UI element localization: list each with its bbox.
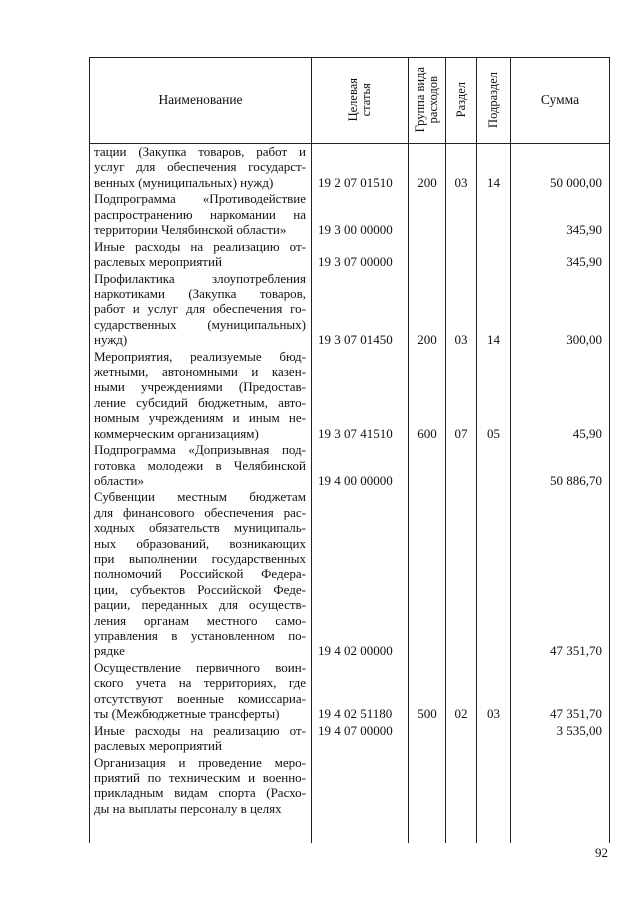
row-name-line: венных (муниципальных) нужд)	[94, 174, 274, 190]
table-col-divider	[311, 57, 312, 843]
row-name	[94, 144, 306, 190]
row-name	[94, 755, 306, 817]
row-subsection: 05	[487, 425, 500, 441]
row-name-line: раслевых мероприятий	[94, 254, 222, 269]
row-sum: 300,00	[566, 332, 602, 348]
header-expense-group: Группа вида расходов	[413, 67, 440, 133]
row-sum: 345,90	[566, 253, 602, 269]
row-name-line: Профилактика злоупотребления	[94, 270, 306, 286]
row-name-line: коммерческим организациям)	[94, 425, 259, 441]
row-name-line: ных образований, возникающих	[94, 535, 306, 551]
row-name-line: Подпрограмма «Допризывная под-	[94, 442, 306, 458]
row-expense-group: 200	[417, 174, 437, 190]
row-sum: 3 535,00	[556, 722, 602, 738]
row-target-article: 19 2 07 01510	[318, 174, 393, 190]
row-name-line: области»	[94, 472, 144, 488]
row-name-line: распространению наркомании на	[94, 206, 306, 222]
header-name: Наименование	[158, 92, 243, 107]
row-name-line: Осуществление первичного воин-	[94, 659, 306, 675]
row-name	[94, 660, 306, 722]
table-border-right	[609, 57, 610, 843]
row-name-line: рации, переданных для осуществ-	[94, 597, 306, 613]
row-name-line: ды на выплаты персоналу в целях	[94, 800, 282, 816]
row-name	[94, 489, 306, 658]
row-name-line: ты (Межбюджетные трансферты)	[94, 706, 280, 722]
row-name	[94, 191, 306, 237]
row-section: 02	[454, 706, 468, 722]
row-target-article: 19 4 00 00000	[318, 472, 393, 488]
row-subsection: 14	[487, 332, 500, 348]
row-name-line: Подпрограмма «Противодействие	[94, 191, 306, 207]
row-target-article: 19 3 00 00000	[318, 222, 393, 238]
row-name	[94, 239, 306, 270]
row-name-line: ского учета на территориях, где	[94, 675, 306, 691]
row-sum: 47 351,70	[550, 643, 602, 659]
row-sum: 47 351,70	[550, 706, 602, 722]
row-target-article: 19 4 07 00000	[318, 722, 393, 738]
row-name-line: Мероприятия, реализуемые бюд-	[94, 348, 306, 364]
table-col-divider	[510, 57, 511, 843]
row-name-line: раслевых мероприятий	[94, 738, 222, 753]
row-name-line: номным учреждениям и иным не-	[94, 410, 306, 426]
row-name	[94, 723, 306, 754]
row-subsection: 03	[487, 706, 500, 722]
row-target-article: 19 4 02 51180	[318, 706, 393, 722]
row-target-article: 19 3 07 41510	[318, 425, 393, 441]
row-name-line: ными учреждениями (Предостав-	[94, 379, 306, 395]
row-name-line: Организация и проведение меро-	[94, 754, 306, 770]
row-name-line: сударственных (муниципальных)	[94, 316, 306, 332]
row-name-line: рядке	[94, 643, 125, 659]
row-name-line: приятий по техническим и военно-	[94, 769, 306, 785]
row-target-article: 19 3 07 00000	[318, 253, 393, 269]
row-name-line: ходных обязательств муниципаль-	[94, 520, 306, 536]
header-sum: Сумма	[540, 92, 580, 107]
row-section: 03	[454, 174, 468, 190]
header-section: Раздел	[453, 82, 468, 118]
row-name	[94, 349, 306, 441]
row-name-line: нужд)	[94, 332, 128, 348]
row-name-line: тации (Закупка товаров, работ и	[94, 144, 306, 159]
table-border-left	[89, 57, 90, 843]
row-name-line: наркотиками (Закупка товаров,	[94, 285, 306, 301]
row-name-line: ции, субъектов Российской Феде-	[94, 581, 306, 597]
page-number: 92	[595, 845, 608, 860]
row-target-article: 19 3 07 01450	[318, 332, 393, 348]
row-sum: 50 886,70	[550, 472, 602, 488]
row-target-article: 19 4 02 00000	[318, 643, 393, 659]
row-name	[94, 271, 306, 348]
row-section: 03	[454, 332, 468, 348]
row-name-line: Иные расходы на реализацию от-	[94, 722, 306, 738]
row-name-line: прикладным видам спорта (Расхо-	[94, 785, 306, 801]
row-name-line: работ и услуг для обеспечения го-	[94, 301, 306, 317]
row-name-line: территории Челябинской области»	[94, 222, 287, 238]
row-name-line: полномочий Российской Федера-	[94, 566, 306, 582]
row-name-line: Субвенции местным бюджетам	[94, 489, 306, 505]
row-expense-group: 200	[417, 332, 437, 348]
row-expense-group: 600	[417, 425, 437, 441]
row-subsection: 14	[487, 174, 500, 190]
row-name-line: отсутствуют военные комиссариа-	[94, 690, 306, 706]
header-subsection: Подраздел	[486, 72, 500, 128]
row-name-line: ление субсидий бюджетным, авто-	[94, 394, 306, 410]
row-name-line: услуг для обеспечения государст-	[94, 159, 306, 175]
row-name-line: для финансового обеспечения рас-	[94, 504, 306, 520]
row-sum: 345,90	[566, 222, 602, 238]
row-name-line: готовка молодежи в Челябинской	[94, 457, 306, 473]
row-name-line: управления в установленном по-	[94, 628, 306, 644]
row-name-line: жетными, автономными и казен-	[94, 364, 306, 379]
row-name-line: при выполнении государственных	[94, 551, 306, 567]
header-target-article: Целевая статья	[346, 78, 373, 122]
row-sum: 45,90	[572, 425, 602, 441]
row-sum: 50 000,00	[550, 174, 602, 190]
row-section: 07	[454, 425, 468, 441]
row-expense-group: 500	[417, 706, 437, 722]
row-name-line: Иные расходы на реализацию от-	[94, 238, 306, 254]
row-name	[94, 442, 306, 488]
row-name-line: ления органам местного само-	[94, 612, 306, 628]
